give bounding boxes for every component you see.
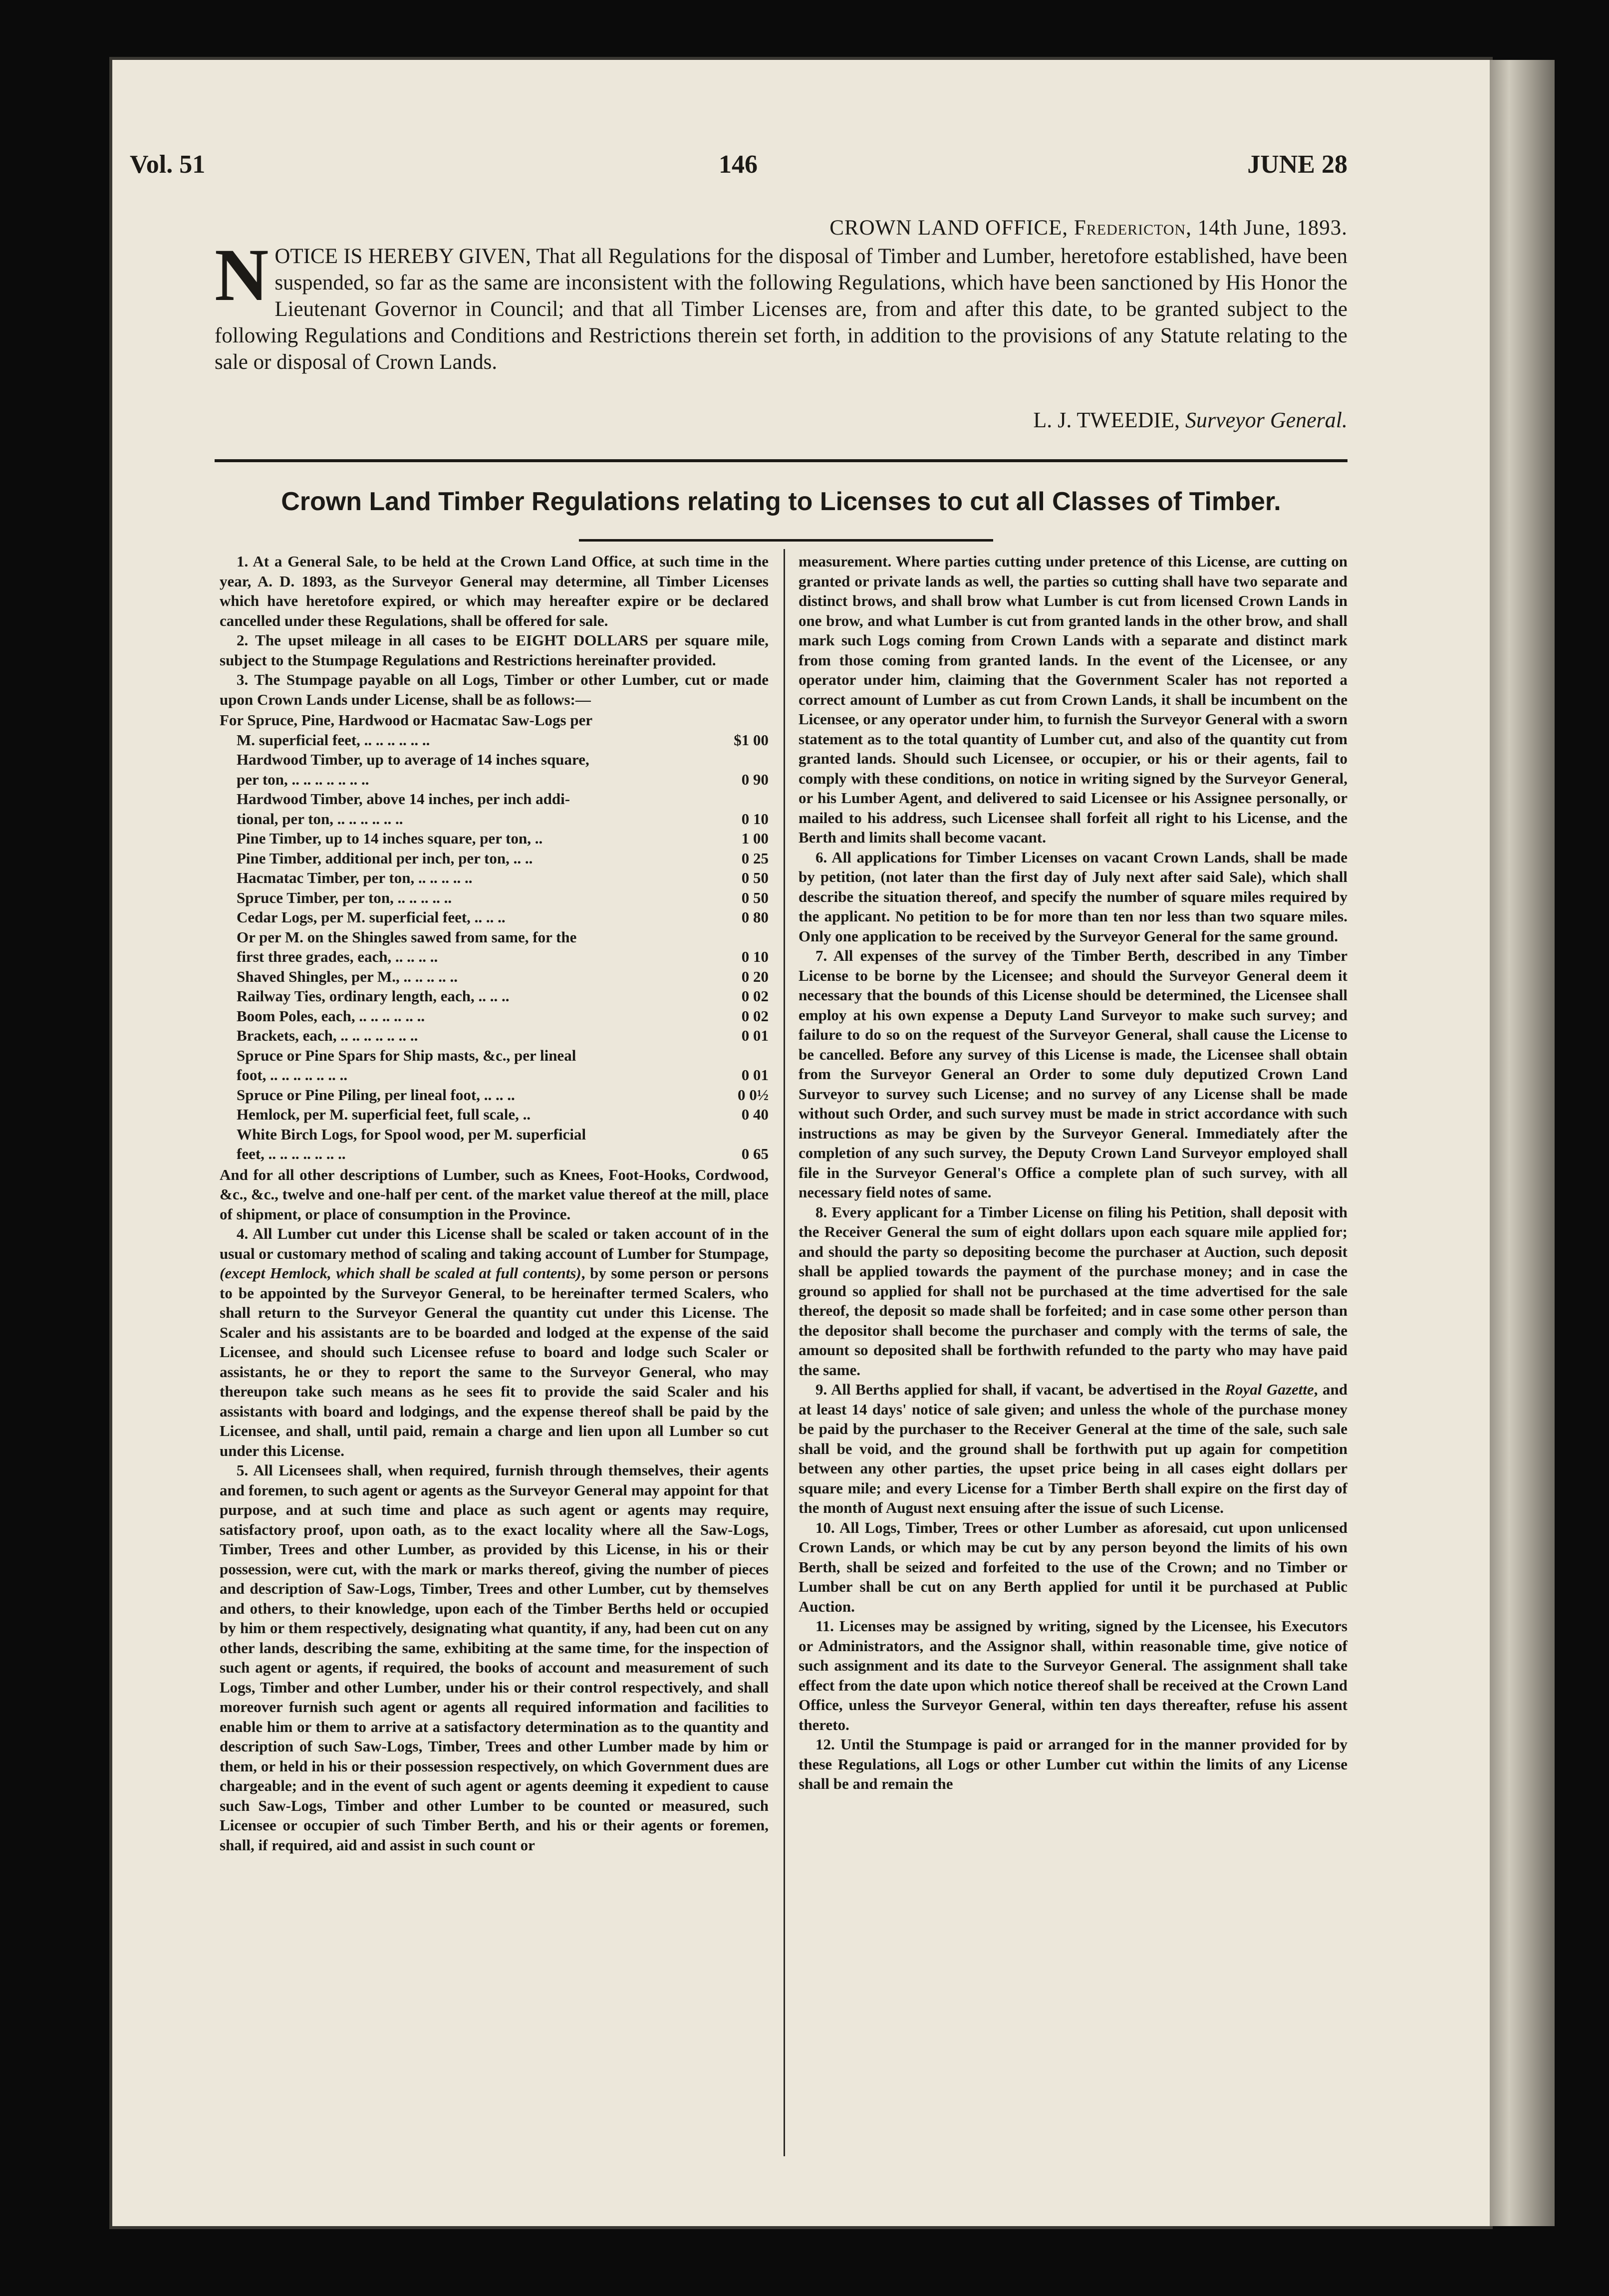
office-dateline — [215, 215, 1347, 241]
rate-label: Hardwood Timber, up to average of 14 inches square, — [237, 751, 589, 768]
rate-amount: $1 00 — [734, 731, 769, 749]
rate-label-continued: M. superficial feet, .. .. .. .. .. .. — [237, 731, 430, 749]
rate-label: Pine Timber, up to 14 inches square, per ton, .. — [237, 830, 543, 847]
royal-gazette-italic: Royal Gazette — [1225, 1381, 1314, 1398]
notice-lead: OTICE IS HEREBY GIVEN — [274, 245, 526, 268]
notice-block — [215, 215, 1347, 432]
page-header — [130, 150, 1347, 185]
rate-amount: 0 10 — [741, 810, 769, 828]
notice-body: , That all Regulations for the disposal of Timber and Lumber, heretofore established, have been suspended, so far as the same are inconsistent with the following Regulations, which have been sanctioned by His Honor the Lieutenant Governor in Council; and that all Timber Licenses are, from and after this date, to be granted subject to the following Regulations and Conditions and Restrictions therein set forth, in addition to the provisions of any Statute relating to the sale or disposal of Crown Lands. — [215, 245, 1347, 374]
page-stack-edge — [1490, 60, 1555, 2226]
right-column — [799, 552, 1347, 1794]
regulation-1: 1. At a General Sale, to be held at the Crown Land Office, at such time in the year, A. D. 1893, as the Surveyor General may determine, all Timber Licenses which have heretofore expired, or which may hereafter expire or be declared cancelled under these Regulations, shall be offered for sale. — [220, 553, 769, 629]
rate-row — [220, 849, 769, 868]
regulation-9-text: 9. All Berths applied for shall, if vacant, be advertised in the — [815, 1381, 1225, 1398]
rate-label-continued: tional, per ton, .. .. .. .. .. .. — [237, 810, 403, 828]
rate-row — [220, 1085, 769, 1105]
rate-amount: 0 0½ — [738, 1086, 769, 1104]
regulation-11: 11. Licenses may be assigned by writing, signed by the Licensee, his Executors or Administrators, and the Assignor shall, within reasonable time, give notice of such assignment and its date to the Surveyor General. The assignment shall take effect from the date upon which notice thereof shall be received at the Crown Land Office, unless the Surveyor General, within ten days thereafter, refuse his assent thereto. — [799, 1617, 1347, 1733]
rate-row — [220, 967, 769, 987]
regulation-8: 8. Every applicant for a Timber License on filing his Petition, shall deposit with the Receiver General the sum of eight dollars upon each square mile applied for; and should the party so depositing become the purchaser at Auction, such deposit shall be applied towards the payment of the purchase money; and in case the ground so applied for shall not be purchased at the time advertised for the sale thereof, the deposit so made shall be forfeited; and in case some other person than the depositor shall become the purchaser and comply with the terms of sale, the amount so deposited shall be forthwith refunded to the party who may have paid the same. — [799, 1203, 1347, 1379]
regulation-4-text-2: , by some person or persons to be appointed by the Surveyor General, to be hereinafter termed Scalers, who shall return to the Surveyor General the quantity cut under this License. The Scaler and his assistants are to be boarded and lodged at the expense of the said Licensee, and should such Licensee refuse to board and lodge such Scaler or assistants, he or they to report the same to the Surveyor General, who may thereupon take such means as he sees fit to provide the said Scaler and his assistants with board and lodgings, and the expense thereof shall be paid by the Licensee, and shall, until paid, remain a charge and lien upon all Lumber so cut under this License. — [220, 1264, 769, 1459]
rate-row-continued — [220, 947, 769, 967]
rate-row-continued — [220, 1144, 769, 1164]
rate-label: Hardwood Timber, above 14 inches, per inch addi- — [237, 790, 570, 808]
rate-amount: 1 00 — [741, 830, 769, 847]
rate-row — [220, 750, 769, 770]
rate-row — [220, 1105, 769, 1125]
regulation-5-continued: measurement. Where parties cutting under pretence of this License, are cutting on granted or private lands as well, the parties so cutting shall have two separate and distinct brows, and shall brow what Lumber is cut from licensed Crown Lands in one brow, and what Lumber is cut from granted lands in the other brow, and shall mark such Logs coming from Crown Lands with a separate and distinct mark from those coming from granted lands. In the event of the Licensee, or any operator under him, claiming that the Government Scaler has not reported a correct amount of Lumber as cut from Crown Lands, it shall be incumbent on the Licensee, or any operator under him, to furnish the Surveyor General with a sworn statement as to the total quantity of Lumber cut, and also of the quantity cut from granted lands. Should such Licensee, or occupier, or his or their agents, fail to comply with these conditions, on notice in writing signed by the Surveyor General, or his Lumber Agent, and delivered to said Licensee or his Assignee personally, or mailed to his address, such Licensee shall forfeit all right to his License, and the Berth and limits shall become vacant. — [799, 553, 1347, 846]
regulation-3: 3. The Stumpage payable on all Logs, Timber or other Lumber, cut or made upon Crown Lands under License, shall be as follows:— — [220, 671, 769, 708]
regulation-4-italic: (except Hemlock, which shall be scaled at full contents) — [220, 1264, 581, 1282]
rate-row — [220, 888, 769, 908]
regulations-title: Crown Land Timber Regulations relating to Licenses to cut all Classes of Timber. — [281, 487, 1281, 516]
rate-amount: 0 01 — [741, 1027, 769, 1044]
rate-amount: 0 50 — [741, 869, 769, 886]
rate-row — [220, 907, 769, 927]
rate-label: Pine Timber, additional per inch, per ton, .. .. — [237, 849, 533, 867]
signer-name: L. J. TWEEDIE, — [1033, 408, 1185, 432]
rate-label: For Spruce, Pine, Hardwood or Hacmatac Saw-Logs per — [220, 711, 593, 729]
office-date: , 14th June, 1893. — [1186, 216, 1347, 240]
rate-label: Hemlock, per M. superficial feet, full scale, .. — [237, 1106, 531, 1123]
regulation-12: 12. Until the Stumpage is paid or arranged for in the manner provided for by these Regulations, all Logs or other Lumber cut within the limits of any License shall be and remain the — [799, 1735, 1347, 1792]
rate-row — [220, 829, 769, 849]
rate-label-continued: per ton, .. .. .. .. .. .. .. — [237, 770, 369, 788]
drop-cap: N — [215, 234, 269, 316]
issue-date: JUNE 28 — [1247, 150, 1347, 179]
regulation-5: 5. All Licensees shall, when required, furnish through themselves, their agents and foremen, to such agent or agents as the Surveyor General may appoint for that purpose, and at such time and place as such agent or agents may require, satisfactory proof, upon oath, as to the exact locality where all the Saw-Logs, Timber, Trees and other Lumber, as provided by this License, in his or their possession, were cut, with the mark or marks thereof, giving the number of pieces and description of Saw-Logs, Timber, Trees and other Lumber, cut by themselves and others, to their knowledge, upon each of the Timber Berths held or occupied by him or them respectively, designating what quantity, if any, had been cut on any other lands, describing the same, exhibiting at the same time, for the inspection of such agent or agents, if required, the books of account and measurement of such Logs, Timber and other Lumber, under his or their control respectively, and shall moreover furnish such agent or agents all required information and facilities to enable him or them to arrive at a satisfactory determination as to the quantity and description of such Saw-Logs, Timber, Trees and other Lumber made by him or them, or held in his or their possession respectively, on which Government dues are chargeable; and in the event of such agent or agents deeming it expedient to cause such Saw-Logs, Timber and other Lumber to be counted or measured, such Licensee or occupier of such Timber Berth, and his or their agents or foremen, shall, if required, aid and assist in such count or — [220, 1461, 769, 1854]
page-number: 146 — [719, 150, 758, 179]
rate-row — [220, 710, 769, 730]
rate-amount: 0 02 — [741, 987, 769, 1005]
rate-row — [220, 986, 769, 1006]
rate-label: Boom Poles, each, .. .. .. .. .. .. — [237, 1007, 425, 1025]
rate-label: Railway Ties, ordinary length, each, .. .. .. — [237, 987, 510, 1005]
column-divider — [784, 549, 785, 2156]
rate-amount: 0 25 — [741, 849, 769, 867]
rate-label-continued: foot, .. .. .. .. .. .. .. — [237, 1066, 348, 1084]
rate-amount: 0 90 — [741, 770, 769, 788]
regulation-6: 6. All applications for Timber Licenses on vacant Crown Lands, shall be made by petition, (not later than the first day of July next after said Sale), which shall describe the situation thereof, and specify the number of square miles required by the applicant. No petition to be for more than ten nor less than two square miles. Only one application to be received by the Surveyor General for the same ground. — [799, 848, 1347, 945]
rate-row — [220, 789, 769, 809]
notice-paragraph — [215, 234, 1347, 375]
regulation-9 — [799, 1380, 1347, 1518]
rate-label: Or per M. on the Shingles sawed from same, for the — [237, 928, 577, 946]
rate-row-continued — [220, 730, 769, 750]
section-rule — [215, 459, 1347, 462]
rate-row — [220, 1125, 769, 1145]
regulation-4 — [220, 1224, 769, 1460]
rate-amount: 0 50 — [741, 888, 769, 906]
rate-label: Hacmatac Timber, per ton, .. .. .. .. .. — [237, 869, 473, 886]
signature-line — [1033, 407, 1347, 433]
rate-amount: 0 40 — [741, 1106, 769, 1123]
rate-amount: 0 65 — [741, 1145, 769, 1162]
regulation-2: 2. The upset mileage in all cases to be EIGHT DOLLARS per square mile, subject to the Stumpage Regulations and Restrictions hereinafter provided. — [220, 631, 769, 669]
office-place: Fredericton — [1073, 216, 1186, 240]
rate-row — [220, 927, 769, 947]
left-column — [220, 552, 769, 1855]
title-underline — [579, 539, 993, 542]
signer-title: Surveyor General. — [1185, 408, 1347, 432]
rate-row-continued — [220, 1065, 769, 1085]
rate-row — [220, 868, 769, 888]
rate-amount: 0 20 — [741, 967, 769, 985]
rate-label: White Birch Logs, for Spool wood, per M. superficial — [237, 1125, 586, 1143]
regulation-7: 7. All expenses of the survey of the Timber Berth, described in any Timber License to be borne by the Licensee; and should the Surveyor General deem it necessary that the bounds of this License should be determined, the Licensee shall employ at his own expense a Deputy Land Surveyor to make such survey; and failure to do so on the request of the Surveyor General, shall cause the License to be cancelled. Before any survey of this License is made, the Licensee shall obtain from the Surveyor General an Order to some duly deputized Crown Land Surveyor to survey such License; and no survey of any License shall be made without such Order, and such survey must be made in strict accordance with such instructions as may be given by the Surveyor General. Immediately after the completion of any such survey, the Deputy Crown Land Surveyor employed shall file in the Surveyor General's Office a complete plan of such survey, with all necessary field notes of same. — [799, 947, 1347, 1201]
rate-label: Shaved Shingles, per M., .. .. .. .. .. — [237, 967, 458, 985]
rate-label-continued: feet, .. .. .. .. .. .. .. — [237, 1145, 346, 1162]
rate-amount: 0 80 — [741, 908, 769, 926]
rate-amount: 0 02 — [741, 1007, 769, 1025]
rate-amount: 0 01 — [741, 1066, 769, 1084]
regulation-3-tail: And for all other descriptions of Lumber, such as Knees, Foot-Hooks, Cordwood, &c., &c., twelve and one-half per cent. of the market value thereof at the mill, place of shipment, or place of consumption in the Province. — [220, 1165, 769, 1223]
stumpage-rates-table — [220, 710, 769, 1164]
office-name: CROWN LAND OFFICE, — [829, 216, 1074, 240]
rate-amount: 0 10 — [741, 948, 769, 965]
rate-label: Cedar Logs, per M. superficial feet, .. .. .. — [237, 908, 506, 926]
volume-number: Vol. 51 — [130, 150, 206, 179]
rate-row-continued — [220, 770, 769, 790]
rate-label: Spruce or Pine Spars for Ship masts, &c., per lineal — [237, 1046, 576, 1064]
rate-row — [220, 1026, 769, 1046]
regulation-9-text-2: , and at least 14 days' notice of sale given; and unless the whole of the purchase money be paid by the purchaser to the Receiver General at the time of the sale, such sale shall be void, and the ground shall be forthwith put up again for competition between any other parties, the upset price being in all cases eight dollars per square mile; and every License for a Timber Berth shall expire on the first day of the month of August next ensuing after the issue of such License. — [799, 1381, 1347, 1516]
rate-row — [220, 1046, 769, 1066]
regulation-10: 10. All Logs, Timber, Trees or other Lumber as aforesaid, cut upon unlicensed Crown Lands, or which may be cut by any person beyond the limits of his own Berth, shall be seized and forfeited to the use of the Crown; and no Timber or Lumber shall be cut on any Berth applied for until it be purchased at Public Auction. — [799, 1518, 1347, 1615]
regulation-4-text: 4. All Lumber cut under this License shall be scaled or taken account of in the usual or customary method of scaling and taking account of Lumber for Stumpage, — [220, 1225, 769, 1262]
rate-row-continued — [220, 809, 769, 829]
rate-label: Spruce or Pine Piling, per lineal foot, .. .. .. — [237, 1086, 515, 1104]
rate-label-continued: first three grades, each, .. .. .. .. — [237, 948, 438, 965]
rate-label: Brackets, each, .. .. .. .. .. .. .. — [237, 1027, 418, 1044]
rate-row — [220, 1006, 769, 1026]
rate-label: Spruce Timber, per ton, .. .. .. .. .. — [237, 888, 452, 906]
